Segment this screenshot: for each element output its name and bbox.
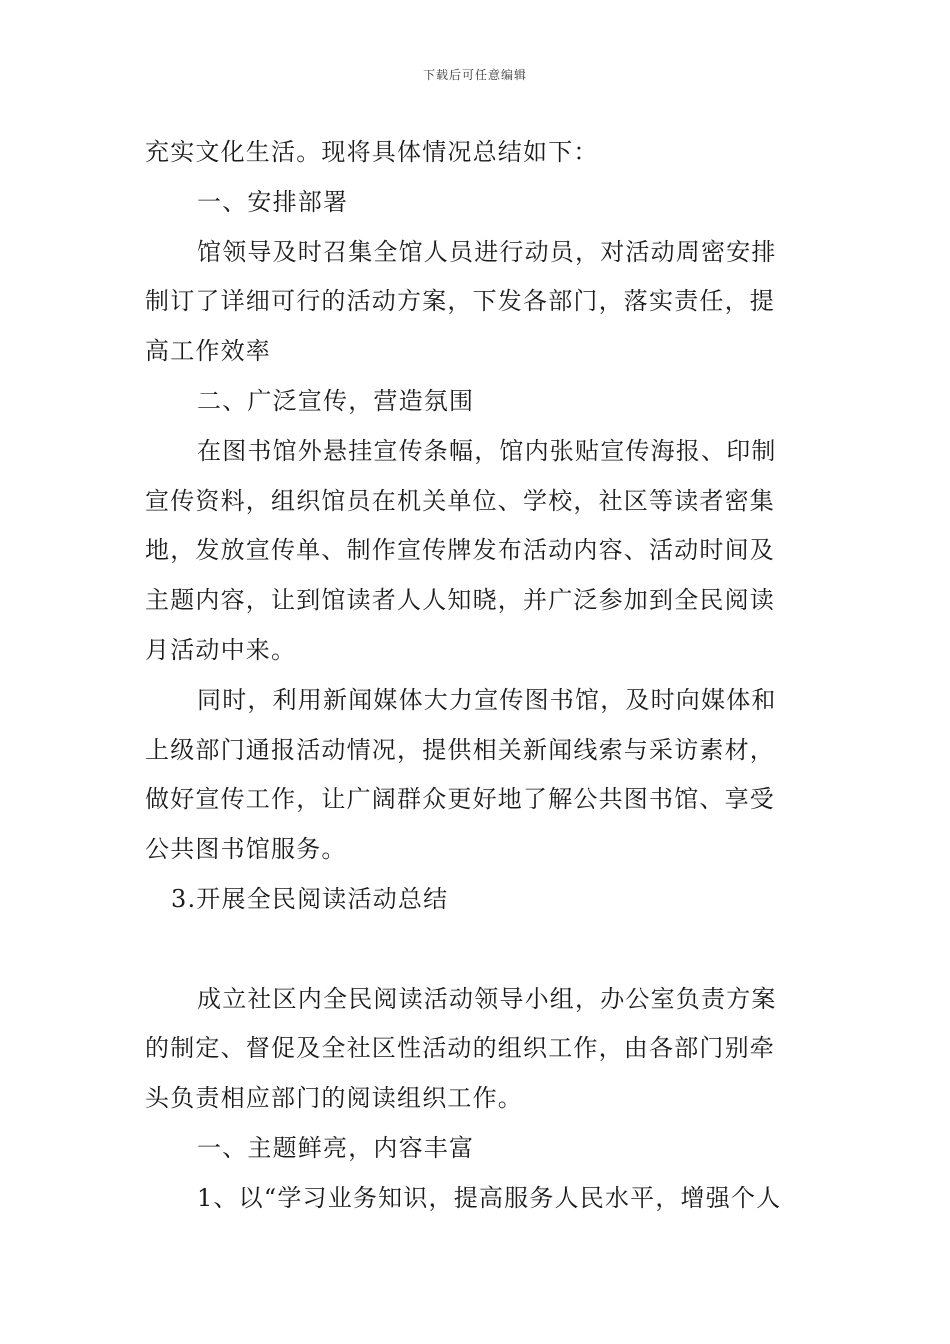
text-line: 的制定、督促及全社区性活动的组织工作，由各部门别牵 bbox=[145, 1034, 775, 1063]
text-line: 成立社区内全民阅读活动领导小组，办公室负责方案 bbox=[197, 984, 777, 1013]
text-line: 高工作效率 bbox=[145, 337, 271, 366]
document-body bbox=[145, 128, 807, 1224]
text-line: 同时，利用新闻媒体大力宣传图书馆，及时向媒体和 bbox=[197, 685, 777, 714]
section-title: 3.开展全民阅读活动总结 bbox=[171, 884, 449, 913]
text-line: 做好宣传工作，让广阔群众更好地了解公共图书馆、享受 bbox=[145, 785, 775, 814]
blank-line bbox=[145, 925, 807, 975]
text-line: 月活动中来。 bbox=[145, 635, 297, 664]
text-line: 制订了详细可行的活动方案，下发各部门，落实责任，提 bbox=[145, 287, 775, 316]
text-line: 充实文化生活。现将具体情况总结如下： bbox=[145, 138, 599, 166]
section-heading: 二、广泛宣传，营造氛围 bbox=[197, 386, 475, 415]
text-line: 公共图书馆服务。 bbox=[145, 835, 347, 864]
text-line: 宣传资料，组织馆员在机关单位、学校，社区等读者密集 bbox=[145, 486, 775, 515]
text-line: 馆领导及时召集全馆人员进行动员，对活动周密安排 bbox=[197, 237, 777, 266]
text-line: 上级部门通报活动情况，提供相关新闻线索与采访素材， bbox=[145, 735, 775, 764]
page-header: 下载后可任意编辑 bbox=[422, 68, 527, 82]
text-line: 地，发放宣传单、制作宣传牌发布活动内容、活动时间及 bbox=[145, 536, 775, 565]
text-line: 在图书馆外悬挂宣传条幅，馆内张贴宣传海报、印制 bbox=[197, 436, 777, 465]
section-heading: 一、主题鲜亮，内容丰富 bbox=[197, 1133, 475, 1162]
text-line: 头负责相应部门的阅读组织工作。 bbox=[145, 1084, 523, 1113]
text-line: 主题内容，让到馆读者人人知晓，并广泛参加到全民阅读 bbox=[145, 586, 775, 615]
section-heading: 一、安排部署 bbox=[197, 187, 349, 216]
text-line: 1、以“学习业务知识，提高服务人民水平，增强个人 bbox=[197, 1183, 782, 1212]
